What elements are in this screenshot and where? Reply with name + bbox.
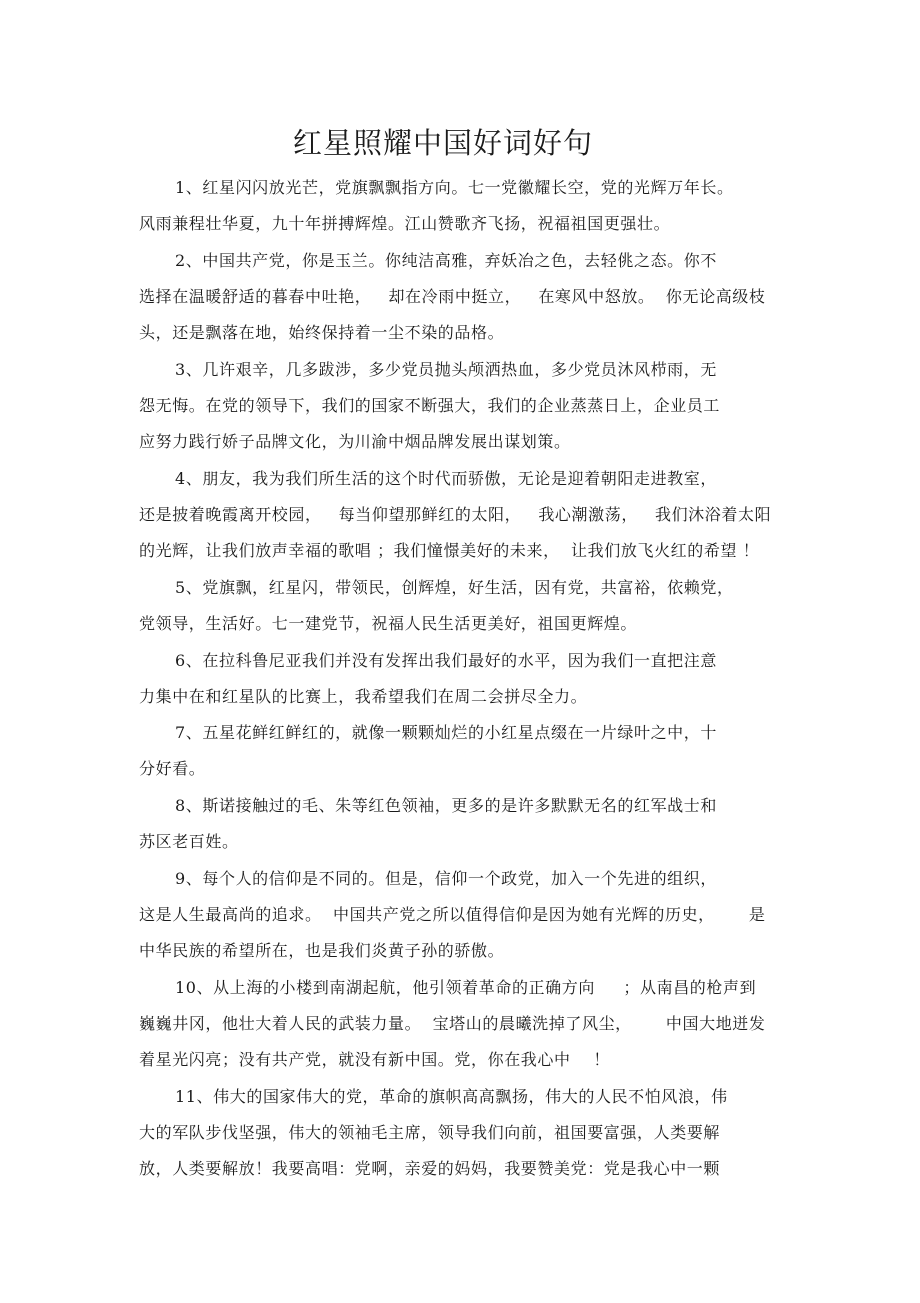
text-line: 苏区老百姓。: [139, 832, 239, 851]
text-line: 着星光闪亮；没有共产党，就没有新中国。党，你在我心中 ！: [139, 1050, 610, 1069]
text-line: 力集中在和红星队的比赛上，我希望我们在周二会拼尽全力。: [139, 687, 588, 706]
text-line: 选择在温暖舒适的暮春中吐艳， 却在冷雨中挺立， 在寒风中怒放。 你无论高级枝: [139, 287, 766, 306]
text-line: 怨无悔。在党的领导下，我们的国家不断强大，我们的企业蒸蒸日上，企业员工: [139, 396, 721, 415]
text-line: 4、朋友，我为我们所生活的这个时代而骄傲，无论是迎着朝阳走进教室，: [175, 469, 717, 488]
text-line: 的光辉，让我们放声幸福的歌唱 ；我们憧憬美好的未来， 让我们放飞火红的希望 ！: [139, 541, 760, 560]
text-line: 3、几许艰辛，几多跋涉，多少党员抛头颅洒热血，多少党员沐风栉雨，无: [175, 360, 717, 379]
text-line: 头，还是飘落在地，始终保持着一尘不染的品格。: [139, 323, 505, 342]
text-line: 巍巍井冈，他壮大着人民的武装力量。 宝塔山的晨曦洗掉了风尘， 中国大地迸发: [139, 1014, 766, 1033]
text-line: 分好看。: [139, 759, 206, 778]
text-line: 6、在拉科鲁尼亚我们并没有发挥出我们最好的水平，因为我们一直把注意: [175, 651, 717, 670]
text-line: 8、斯诺接触过的毛、朱等红色领袖，更多的是许多默默无名的红军战士和: [175, 796, 717, 815]
text-line: 大的军队步伐坚强，伟大的领袖毛主席，领导我们向前，祖国要富强，人类要解: [139, 1123, 721, 1142]
text-line: 风雨兼程壮华夏，九十年拼搏辉煌。江山赞歌齐飞扬，祝福祖国更强壮。: [139, 214, 671, 233]
text-line: 这是人生最高尚的追求。 中国共产党之所以值得信仰是因为她有光辉的历史， 是: [139, 905, 766, 924]
text-line: 1、红星闪闪放光芒，党旗飘飘指方向。七一党徽耀长空，党的光辉万年长。: [175, 178, 734, 197]
page-title: 红星照耀中国好词好句: [292, 126, 593, 160]
text-line: 还是披着晚霞离开校园， 每当仰望那鲜红的太阳， 我心潮激荡， 我们沐浴着太阳: [139, 505, 772, 524]
text-line: 7、五星花鲜红鲜红的，就像一颗颗灿烂的小红星点缀在一片绿叶之中，十: [175, 723, 717, 742]
text-line: 放，人类要解放！我要高唱：党啊，亲爱的妈妈，我要赞美党：党是我心中一颗: [139, 1159, 721, 1178]
text-line: 9、每个人的信仰是不同的。但是，信仰一个政党，加入一个先进的组织，: [175, 869, 717, 888]
text-line: 10、从上海的小楼到南湖起航，他引领着革命的正确方向 ；从南昌的枪声到: [175, 978, 757, 997]
text-line: 2、中国共产党，你是玉兰。你纯洁高雅，弃妖冶之色，去轻佻之态。你不: [175, 251, 717, 270]
text-line: 11、伟大的国家伟大的党，革命的旗帜高高飘扬，伟大的人民不怕风浪，伟: [175, 1087, 728, 1106]
text-line: 中华民族的希望所在，也是我们炎黄子孙的骄傲。: [139, 941, 505, 960]
text-line: 5、党旗飘，红星闪，带领民，创辉煌，好生活，因有党，共富裕，依赖党，: [175, 578, 734, 597]
text-line: 党领导，生活好。七一建党节，祝福人民生活更美好，祖国更辉煌。: [139, 614, 638, 633]
text-line: 应努力践行娇子品牌文化，为川渝中烟品牌发展出谋划策。: [139, 432, 571, 451]
